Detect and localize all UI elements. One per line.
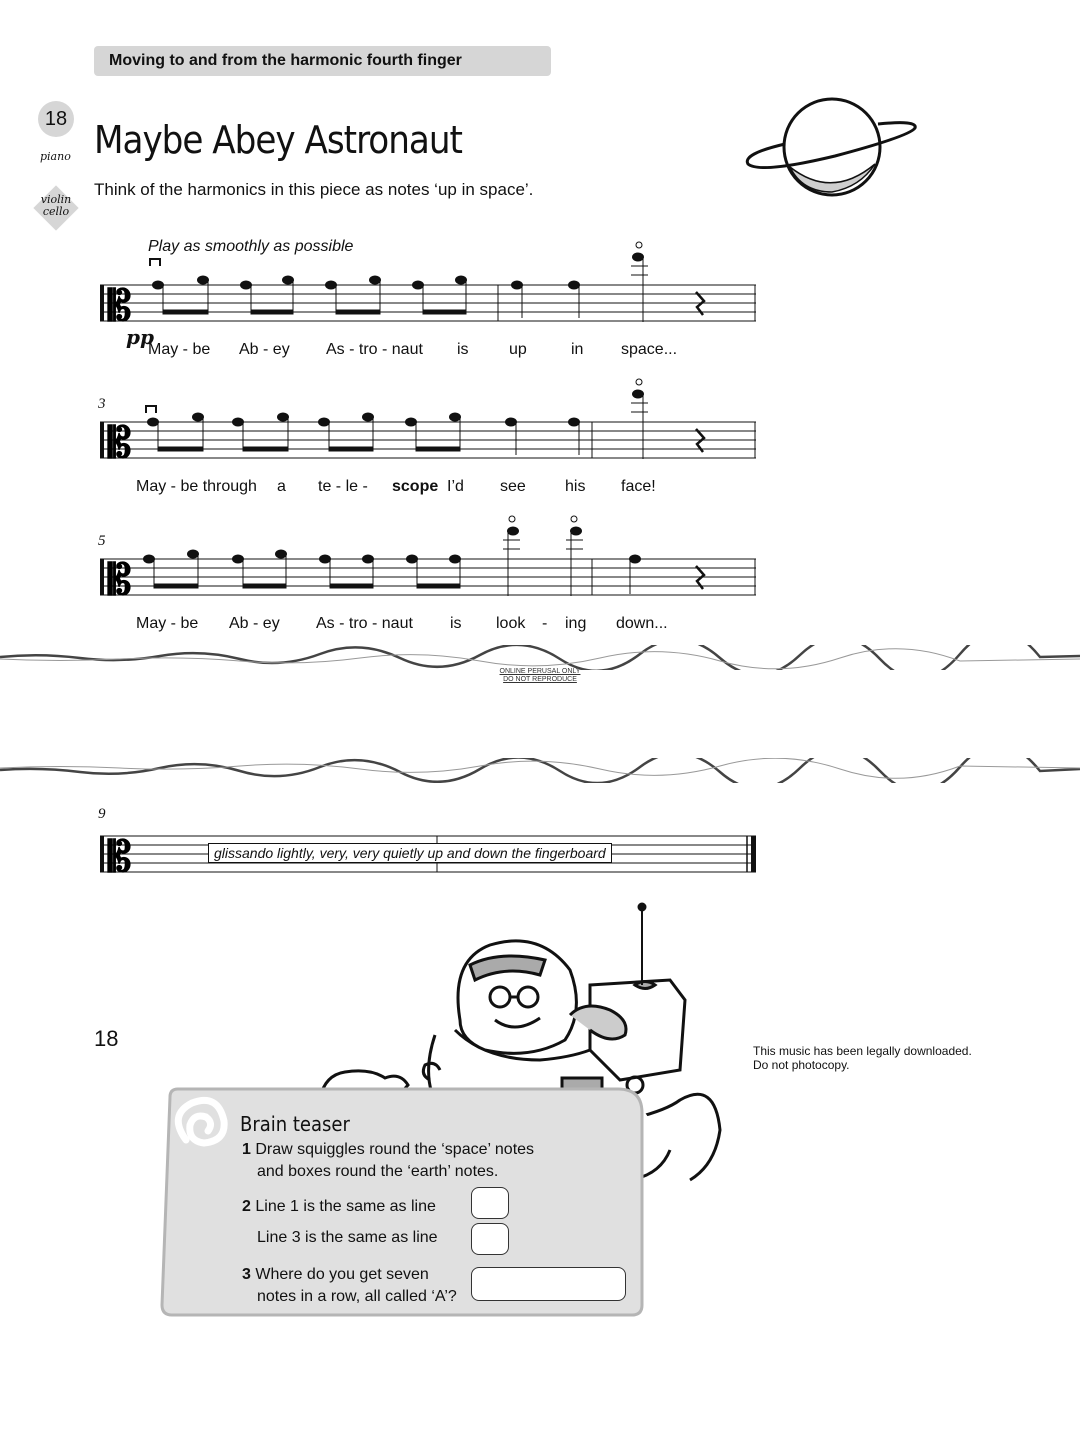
lyric-syllable: space...	[621, 341, 678, 358]
watermark-line-2: DO NOT REPRODUCE	[503, 676, 577, 683]
piece-title: Maybe Abey Astronaut	[94, 118, 462, 162]
svg-text:𝄡: 𝄡	[108, 418, 132, 467]
section-title: Moving to and from the harmonic fourth finger	[94, 46, 551, 76]
lyric-syllable: May - be	[148, 341, 211, 358]
lyric-syllable: I’d	[447, 478, 464, 495]
lyric-syllable: May - be through	[136, 478, 257, 495]
planet-icon	[740, 92, 925, 212]
glissando-instruction: glissando lightly, very, very quietly up and down the fingerboard	[208, 843, 612, 863]
teaser-question-2	[242, 1196, 436, 1218]
measure-number: 5	[98, 533, 106, 549]
watermark	[0, 668, 1080, 684]
lyric-syllable: -	[542, 615, 548, 632]
lyric-syllable: in	[571, 341, 584, 358]
measure-number: 3	[98, 396, 106, 412]
teaser-question-2-text-line-1: Line 1 is the same as line	[255, 1198, 436, 1215]
lyric-syllable: ing	[565, 615, 587, 632]
teaser-question-2-number: 2	[242, 1198, 251, 1215]
music-staff-system-2	[98, 377, 760, 477]
lyric-syllable: Ab - ey	[229, 615, 280, 632]
lyric-syllable: down...	[616, 615, 668, 632]
lyric-syllable: is	[457, 341, 469, 358]
teaser-question-3-text-line-1: Where do you get seven	[255, 1266, 429, 1283]
svg-text:𝄡: 𝄡	[108, 834, 132, 874]
teaser-question-1-number: 1	[242, 1141, 251, 1158]
teaser-question-3-number: 3	[242, 1266, 251, 1283]
lyric-syllable: his	[565, 478, 586, 495]
lyric-syllable: face!	[621, 478, 656, 495]
lyric-syllable: As - tro - naut	[316, 615, 413, 632]
torn-edge-top	[0, 645, 1080, 670]
svg-text:𝄡: 𝄡	[108, 555, 132, 604]
answer-box-line-3[interactable]	[471, 1223, 509, 1255]
music-staff-system-1	[98, 240, 760, 340]
track-number-badge: 18	[38, 101, 74, 137]
lyric-syllable: Ab - ey	[239, 341, 290, 358]
lyric-syllable: see	[500, 478, 526, 495]
answer-box-line-1[interactable]	[471, 1187, 509, 1219]
legal-notice-line-2: Do not photocopy.	[753, 1058, 850, 1072]
lyric-syllable: look	[496, 615, 526, 632]
teaser-question-1	[242, 1139, 534, 1183]
answer-box-seven-as[interactable]	[471, 1267, 626, 1301]
torn-edge-bottom	[0, 758, 1080, 783]
teaser-question-2-text-line-2: Line 3 is the same as line	[257, 1229, 438, 1246]
lyric-syllable-stressed: scope	[392, 478, 439, 495]
brain-teaser-title: Brain teaser	[240, 1112, 350, 1136]
lyric-syllable: May - be	[136, 615, 199, 632]
lyric-syllable: a	[277, 478, 286, 495]
teaser-question-1-text-line-1: Draw squiggles round the ‘space’ notes	[255, 1141, 535, 1158]
lyric-syllable: te - le -	[318, 478, 368, 495]
page-number: 18	[94, 1026, 119, 1051]
dynamic-marking: pp	[126, 325, 154, 349]
measure-number: 9	[98, 806, 106, 822]
instrument-violin: violin	[40, 193, 72, 206]
lyric-syllable: is	[450, 615, 462, 632]
legal-notice-line-1: This music has been legally downloaded.	[753, 1044, 972, 1058]
watermark-line-1: ONLINE PERUSAL ONLY	[499, 668, 581, 675]
teaser-question-3	[242, 1264, 457, 1308]
piece-subtitle: Think of the harmonics in this piece as notes ‘up in space’.	[94, 180, 534, 199]
instrument-cello: cello	[42, 205, 70, 218]
legal-notice	[753, 1044, 972, 1072]
piano-label: piano	[40, 150, 71, 163]
svg-text:𝄡: 𝄡	[108, 281, 132, 330]
lyric-syllable: As - tro - naut	[326, 341, 423, 358]
instrument-badge	[33, 185, 79, 231]
teaser-question-1-text-line-2: and boxes round the ‘earth’ notes.	[257, 1163, 499, 1180]
teaser-question-3-text-line-2: notes in a row, all called ‘A’?	[257, 1288, 457, 1305]
music-staff-system-3	[98, 514, 760, 614]
tempo-marking: Play as smoothly as possible	[148, 238, 354, 255]
lyric-syllable: up	[509, 341, 527, 358]
